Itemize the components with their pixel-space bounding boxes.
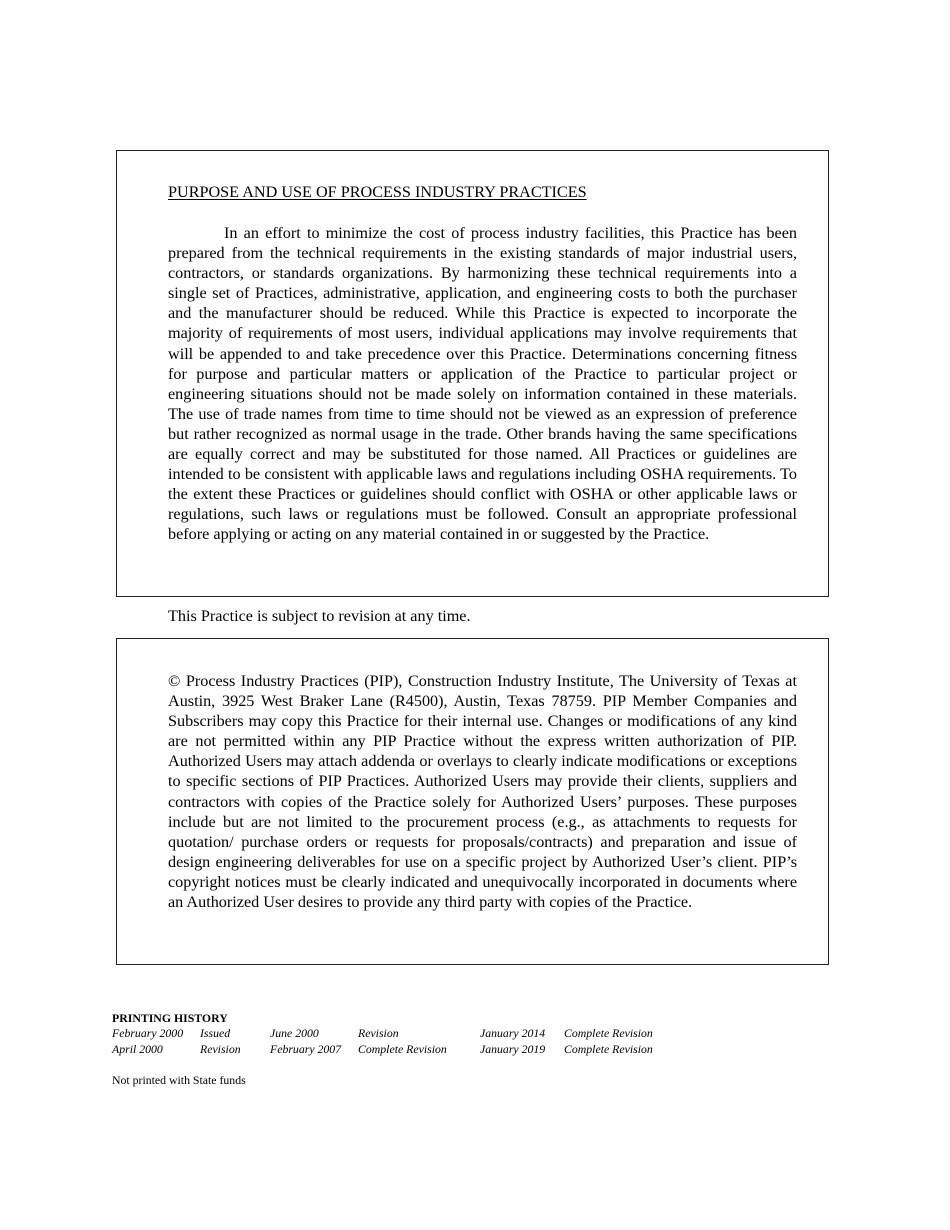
history-date: June 2000 (270, 1026, 319, 1040)
history-event: Complete Revision (564, 1026, 653, 1040)
history-date: February 2007 (270, 1042, 342, 1056)
revision-note: This Practice is subject to revision at any time. (168, 607, 471, 625)
copyright-paragraph: © Process Industry Practices (PIP), Construction Industry Institute, The University of Texas at Austin, 3925 West Braker Lane (R4500), Austin, Texas 78759. PIP Member Companies and Subscribers may copy this Practice for their internal use. Changes or modifications of any kind are not permitted within any PIP Practice without the express written authorization of PIP. Authorized Users may attach addenda or overlays to clearly indicate modifications or exceptions to specific sections of PIP Practices. Authorized Users may provide their clients, suppliers and contractors with copies of the Practice solely for Authorized Users’ purposes. These purposes include but are not limited to the procurement process (e.g., as attachments to requests for quotation/ purchase orders or requests for proposals/contracts) and preparation and issue of design engineering deliverables for use on a specific project by Authorized User’s client. PIP’s copyright notices must be clearly indicated and unequivocally incorporated in documents where an Authorized User desires to provide any third party with copies of the Practice. (168, 672, 797, 912)
printing-history-title: PRINTING HISTORY (112, 1011, 228, 1025)
history-event: Revision (358, 1026, 399, 1040)
history-date: January 2019 (480, 1042, 546, 1056)
history-event: Complete Revision (564, 1042, 653, 1056)
history-date: January 2014 (480, 1026, 546, 1040)
purpose-heading: PURPOSE AND USE OF PROCESS INDUSTRY PRACTICES (168, 183, 587, 201)
history-date: February 2000 (112, 1026, 184, 1040)
history-event: Revision (200, 1042, 241, 1056)
history-event: Issued (200, 1026, 231, 1040)
purpose-paragraph: In an effort to minimize the cost of process industry facilities, this Practice has been prepared from the technical requirements in the existing standards of major industrial users, contractors, or standards organizations. By harmonizing these technical requirements into a single set of Practices, administrative, application, and engineering costs to both the purchaser and the manufacturer should be reduced. While this Practice is expected to incorporate the majority of requirements of most users, individual applications may involve requirements that will be appended to and take precedence over this Practice. Determinations concerning fitness for purpose and particular matters or application of the Practice to particular project or engineering situations should not be made solely on information contained in these materials. The use of trade names from time to time should not be viewed as an expression of preference but rather recognized as normal usage in the trade. Other brands having the same specifications are equally correct and may be substituted for those named. All Practices or guidelines are intended to be consistent with applicable laws and regulations including OSHA requirements. To the extent these Practices or guidelines should conflict with OSHA or other applicable laws or regulations, such laws or regulations must be followed. Consult an appropriate professional before applying or acting on any material contained in or suggested by the Practice. (168, 224, 797, 544)
history-date: April 2000 (112, 1042, 163, 1056)
footer-note: Not printed with State funds (112, 1073, 246, 1087)
history-event: Complete Revision (358, 1042, 447, 1056)
